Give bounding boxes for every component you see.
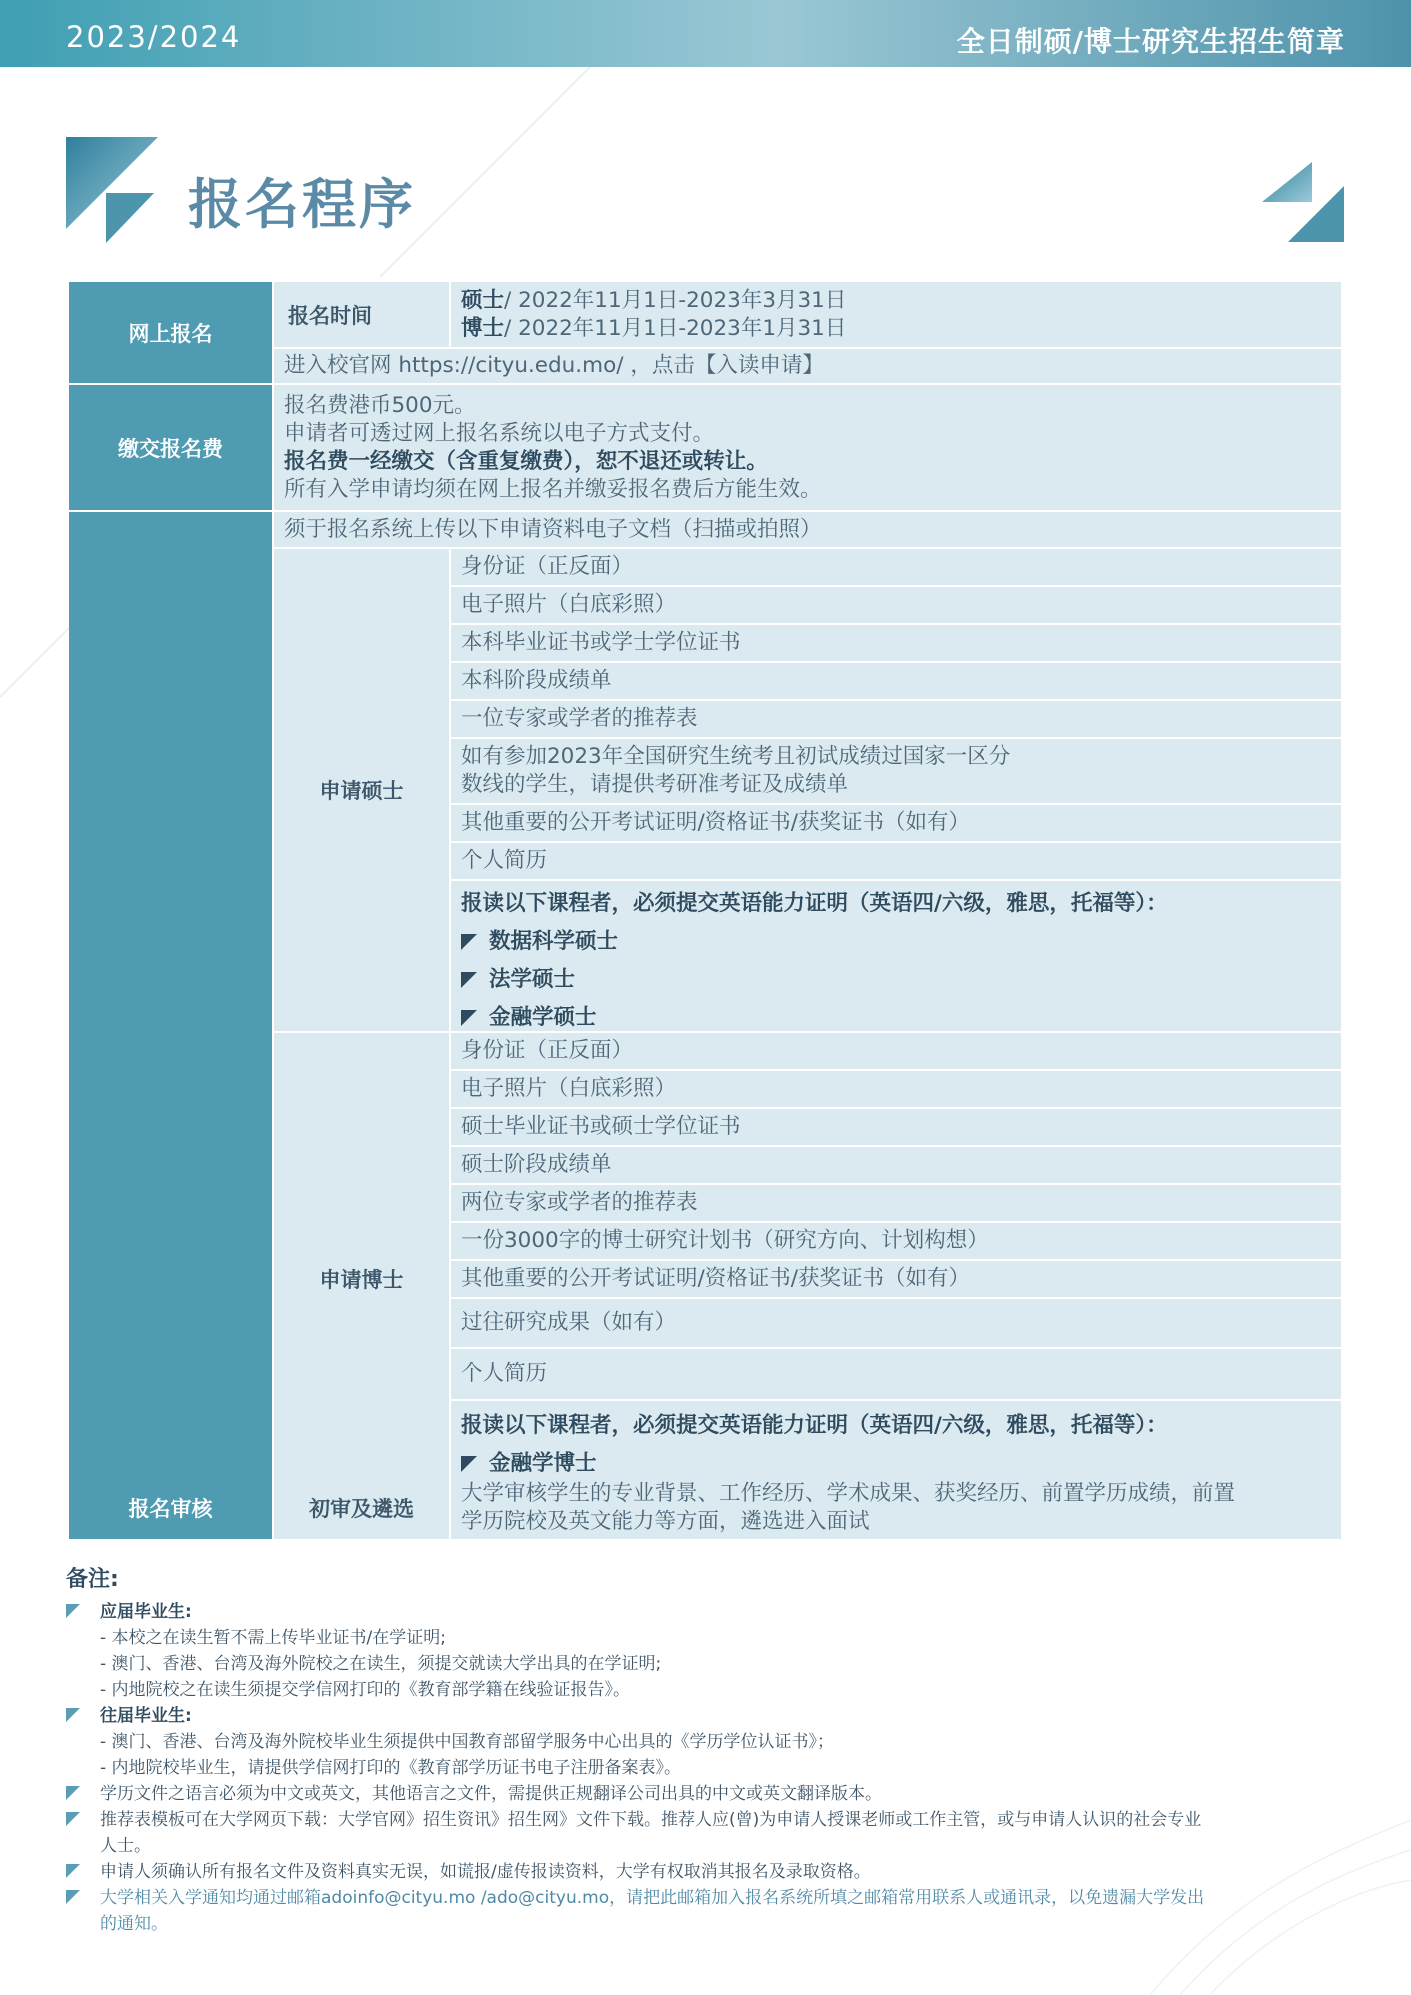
doc-item: 其他重要的公开考试证明/资格证书/获奖证书（如有） <box>451 1261 1343 1299</box>
arrow-icon <box>461 1010 477 1026</box>
note-text: 申请人须确认所有报名文件及资料真实无误，如谎报/虚传报读资料，大学有权取消其报名及录取资格。 <box>100 1862 871 1882</box>
notes-title: 备注: <box>66 1567 119 1592</box>
note-text-continued: 人士。 <box>100 1836 151 1856</box>
doc-item-line: 如有参加2023年全国研究生统考且初试成绩过国家一区分 <box>461 744 1011 769</box>
doc-item: 个人简历 <box>451 843 1343 881</box>
doc-item: 一份3000字的博士研究计划书（研究方向、计划构想） <box>451 1223 1343 1261</box>
triangle-bullet-icon <box>66 1786 80 1800</box>
top-banner <box>0 0 1411 67</box>
official-site-instruction[interactable] <box>274 349 1343 385</box>
phd-dates: / 2022年11月1日-2023年1月31日 <box>504 315 847 341</box>
doc-item: 硕士阶段成绩单 <box>451 1147 1343 1185</box>
program-label: 金融学博士 <box>489 1451 597 1476</box>
section-logo-icon <box>66 137 162 243</box>
note-text: 大学相关入学通知均通过邮箱adoinfo@cityu.mo /ado@cityu.mo，请把此邮箱加入报名系统所填之邮箱常用联系人或通讯录，以免遗漏大学发出 <box>100 1888 1205 1908</box>
phd-label: 博士 <box>461 315 505 341</box>
year-label: 2023/2024 <box>66 20 242 54</box>
fee-line: 报名费港币500元。 <box>284 392 476 418</box>
doc-item: 身份证（正反面） <box>451 549 1343 587</box>
program-label: 法学硕士 <box>489 967 576 992</box>
application-time-label: 报名时间 <box>274 282 451 349</box>
doc-item: 过往研究成果（如有） <box>451 1299 1343 1349</box>
fee-line: 申请者可透过网上报名系统以电子方式支付。 <box>284 420 715 446</box>
master-dates: / 2022年11月1日-2023年3月31日 <box>504 287 847 313</box>
note-item <box>66 1599 1346 1625</box>
note-subitem: - 澳门、香港、台湾及海外院校毕业生须提供中国教育部留学服务中心出具的《学历学位认证书》； <box>100 1732 835 1752</box>
triangle-bullet-icon <box>66 1890 80 1904</box>
note-subitem: - 内地院校毕业生，请提供学信网打印的《教育部学历证书电子注册备案表》。 <box>100 1758 682 1778</box>
note-item <box>66 1807 1346 1833</box>
note-subitem: - 本校之在读生暂不需上传毕业证书/在学证明; <box>100 1628 446 1648</box>
doc-item: 硕士毕业证书或硕士学位证书 <box>451 1109 1343 1147</box>
program-label: 金融学硕士 <box>489 1005 597 1030</box>
note-item <box>66 1703 1346 1729</box>
triangle-bullet-icon <box>66 1864 80 1878</box>
official-site-text: 进入校官网 https://cityu.edu.mo/ ，点击【入读申请】 <box>284 353 824 378</box>
review-line: 大学审核学生的专业背景、工作经历、学术成果、获奖经历、前置学历成绩，前置 <box>461 1481 1236 1506</box>
english-requirement-text: 报读以下课程者，必须提交英语能力证明（英语四/六级，雅思，托福等）： <box>461 1413 1168 1438</box>
notes-section <box>66 1562 1346 1937</box>
application-time-value <box>451 282 1343 349</box>
review-line: 学历院校及英文能力等方面，遴选进入面试 <box>461 1509 870 1534</box>
fee-label: 缴交报名费 <box>69 385 274 512</box>
doc-item: 个人简历 <box>451 1349 1343 1401</box>
fee-details <box>274 385 1343 512</box>
triangle-bullet-icon <box>66 1708 80 1722</box>
doc-item: 本科毕业证书或学士学位证书 <box>451 625 1343 663</box>
program-item <box>461 999 1341 1037</box>
documents-intro-text: 须于报名系统上传以下申请资料电子文档（扫描或拍照） <box>284 516 822 542</box>
phd-docs-label: 申请博士 <box>274 1033 451 1527</box>
note-subitem: - 澳门、香港、台湾及海外院校之在读生，须提交就读大学出具的在学证明; <box>100 1654 662 1674</box>
program-label: 数据科学硕士 <box>489 929 619 954</box>
note-label: 应届毕业生: <box>100 1602 192 1622</box>
review-label: 报名审核 <box>69 1477 274 1541</box>
note-item <box>66 1859 1346 1885</box>
doc-item: 电子照片（白底彩照） <box>451 587 1343 625</box>
english-requirement-text: 报读以下课程者，必须提交英语能力证明（英语四/六级，雅思，托福等）： <box>461 891 1168 916</box>
section-title: 报名程序 <box>188 173 416 236</box>
fee-line: 所有入学申请均须在网上报名并缴妥报名费后方能生效。 <box>284 476 822 502</box>
note-label: 往届毕业生: <box>100 1706 192 1726</box>
documents-intro <box>274 512 1343 549</box>
doc-item: 电子照片（白底彩照） <box>451 1071 1343 1109</box>
english-requirement-master <box>451 881 1343 1033</box>
note-item-email <box>66 1885 1346 1911</box>
online-registration-label: 网上报名 <box>69 282 274 385</box>
documents-label <box>69 512 274 1527</box>
fee-line: 报名费一经缴交（含重复缴费），恕不退还或转让。 <box>284 448 768 474</box>
master-docs-label: 申请硕士 <box>274 549 451 1033</box>
doc-item: 身份证（正反面） <box>451 1033 1343 1071</box>
note-item <box>66 1781 1346 1807</box>
master-label: 硕士 <box>461 287 505 313</box>
arrow-icon <box>461 934 477 950</box>
arrow-icon <box>461 1456 477 1472</box>
triangle-bullet-icon <box>66 1812 80 1826</box>
review-details <box>451 1477 1343 1541</box>
program-item <box>461 923 1341 961</box>
doc-item-exam <box>451 739 1343 805</box>
doc-item-line: 数线的学生，请提供考研准考证及成绩单 <box>461 772 849 797</box>
note-text: 推荐表模板可在大学网页下载：大学官网》招生资讯》招生网》文件下载。推荐人应(曾)为申请人授课老师或工作主管，或与申请人认识的社会专业 <box>100 1810 1202 1830</box>
program-item <box>461 961 1341 999</box>
review-sublabel: 初审及遴选 <box>274 1477 451 1541</box>
doc-item: 两位专家或学者的推荐表 <box>451 1185 1343 1223</box>
corner-logo-icon <box>1262 162 1344 242</box>
doc-item: 一位专家或学者的推荐表 <box>451 701 1343 739</box>
note-subitem: - 内地院校之在读生须提交学信网打印的《教育部学籍在线验证报告》。 <box>100 1680 631 1700</box>
note-text: 学历文件之语言必须为中文或英文，其他语言之文件，需提供正规翻译公司出具的中文或英文翻译版本。 <box>100 1784 882 1804</box>
note-text-continued: 的通知。 <box>100 1914 168 1934</box>
triangle-bullet-icon <box>66 1604 80 1618</box>
doc-item: 本科阶段成绩单 <box>451 663 1343 701</box>
arrow-icon <box>461 972 477 988</box>
document-title: 全日制硕/博士研究生招生简章 <box>956 25 1345 58</box>
doc-item: 其他重要的公开考试证明/资格证书/获奖证书（如有） <box>451 805 1343 843</box>
